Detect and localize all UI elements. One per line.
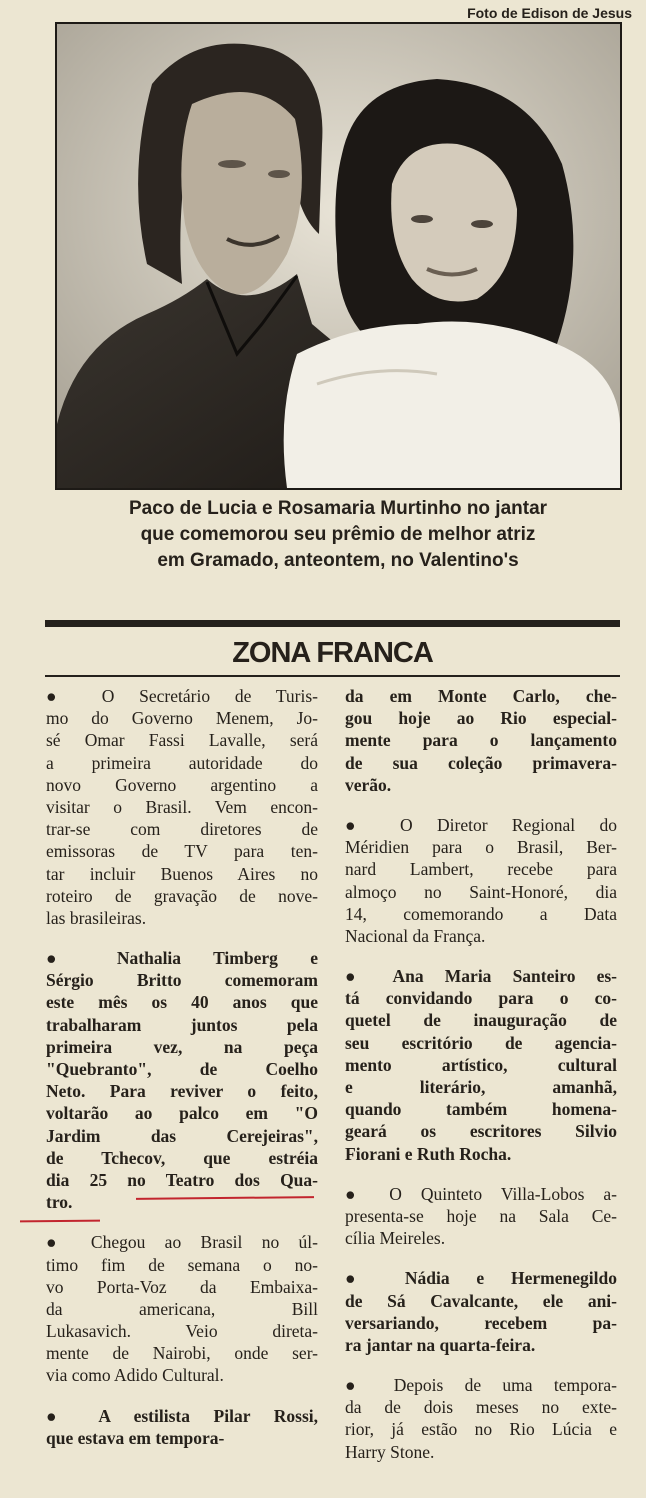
news-line: vo Porta-Voz da Embaixa- xyxy=(46,1276,318,1297)
caption-line: em Gramado, anteontem, no Valentino's xyxy=(157,550,519,571)
news-line: ● Nathalia Timberg e xyxy=(46,948,318,969)
news-line: Harry Stone. xyxy=(345,1441,435,1462)
news-line: este mês os 40 anos que xyxy=(46,992,318,1013)
caption-line: que comemorou seu prêmio de melhor atriz xyxy=(140,524,536,545)
news-line: almoço no Saint-Honoré, dia xyxy=(345,881,617,902)
news-line: rior, já estão no Rio Lúcia e xyxy=(345,1419,617,1440)
news-line: mente de Nairobi, onde ser- xyxy=(46,1343,318,1364)
news-line: mente para o lançamento xyxy=(345,730,617,751)
news-line: mento artístico, cultural xyxy=(345,1054,617,1075)
news-item xyxy=(46,1231,318,1386)
right-column xyxy=(345,685,617,1481)
caption-line: Paco de Lucia e Rosamaria Murtinho no jantar xyxy=(128,498,548,519)
news-line: Neto. Para reviver o feito, xyxy=(46,1081,318,1102)
news-line: de Sá Cavalcante, ele ani- xyxy=(345,1290,617,1311)
news-line: a primeira autoridade do xyxy=(46,752,318,773)
news-line: ● Depois de uma tempora- xyxy=(345,1375,617,1396)
news-line: ● Chegou ao Brasil no úl- xyxy=(46,1232,318,1253)
news-line: tro. xyxy=(46,1192,73,1213)
news-item xyxy=(46,685,318,929)
news-line: ● Ana Maria Santeiro es- xyxy=(345,966,617,987)
news-line: timo fim de semana o no- xyxy=(46,1254,318,1275)
section-rule-top xyxy=(45,620,620,627)
news-line: Fiorani e Ruth Rocha. xyxy=(345,1143,512,1164)
news-line: cília Meireles. xyxy=(345,1228,446,1249)
news-line: verão. xyxy=(345,774,392,795)
section-rule-bottom xyxy=(45,675,620,677)
photo-caption xyxy=(40,496,636,574)
news-line: gou hoje ao Rio especial- xyxy=(345,708,617,729)
news-item xyxy=(345,1267,617,1356)
news-line: ra jantar na quarta-feira. xyxy=(345,1334,536,1355)
news-line: "Quebranto", de Coelho xyxy=(46,1059,318,1079)
news-line: ● O Quinteto Villa-Lobos a- xyxy=(345,1183,617,1204)
news-line: de sua coleção primavera- xyxy=(345,752,617,773)
news-item xyxy=(46,947,318,1213)
news-line: Lukasavich. Veio direta- xyxy=(46,1321,318,1342)
news-item xyxy=(345,814,617,947)
news-line: 14, comemorando a Data xyxy=(345,903,617,924)
news-line: novo Governo argentino a xyxy=(46,774,318,795)
news-line: tá convidando para o co- xyxy=(345,988,617,1009)
news-line: ● A estilista Pilar Rossi, xyxy=(46,1405,318,1426)
news-line: trar-se com diretores de xyxy=(46,819,318,840)
news-line: presenta-se hoje na Sala Ce- xyxy=(345,1205,617,1226)
news-line: ● O Secretário de Turis- xyxy=(46,686,318,706)
news-line: dia 25 no Teatro dos Qua- xyxy=(46,1169,318,1190)
photo-image xyxy=(57,24,620,488)
news-line: voltarão ao palco em "O xyxy=(46,1103,318,1124)
news-line: da americana, Bill xyxy=(46,1298,318,1319)
news-line: las brasileiras. xyxy=(46,907,147,928)
news-item xyxy=(345,1374,617,1463)
news-line: que estava em tempora- xyxy=(46,1427,225,1448)
news-line: Nacional da França. xyxy=(345,925,486,946)
news-line: mo do Governo Menem, Jo- xyxy=(46,708,318,729)
news-line: geará os escritores Silvio xyxy=(345,1121,617,1142)
news-line: de Tchecov, que estréia xyxy=(46,1147,318,1168)
news-line: ● Nádia e Hermenegildo xyxy=(345,1268,617,1289)
photo xyxy=(55,22,622,490)
news-item xyxy=(345,685,617,796)
news-line: visitar o Brasil. Vem encon- xyxy=(46,796,318,817)
news-line: e literário, amanhã, xyxy=(345,1077,617,1097)
news-line: da em Monte Carlo, che- xyxy=(345,686,617,706)
news-line: primeira vez, na peça xyxy=(46,1036,318,1057)
news-line: versariando, recebem pa- xyxy=(345,1312,617,1333)
photo-credit: Foto de Edison de Jesus xyxy=(467,5,632,21)
news-line: tar incluir Buenos Aires no xyxy=(46,863,318,884)
left-column xyxy=(46,685,318,1467)
news-item xyxy=(46,1405,318,1449)
news-line: Méridien para o Brasil, Ber- xyxy=(345,837,617,858)
news-line: seu escritório de agencia- xyxy=(345,1032,617,1053)
news-line: da de dois meses no exte- xyxy=(345,1397,617,1418)
news-line: quando também homena- xyxy=(345,1099,617,1120)
news-line: Sérgio Britto comemoram xyxy=(46,970,318,991)
news-item xyxy=(345,1183,617,1250)
news-line: roteiro de gravação de nove- xyxy=(46,885,318,906)
news-line: sé Omar Fassi Lavalle, será xyxy=(46,730,318,751)
news-item xyxy=(345,965,617,1165)
news-line: nard Lambert, recebe para xyxy=(345,859,617,880)
news-line: trabalharam juntos pela xyxy=(46,1014,318,1035)
column-title: ZONA FRANCA xyxy=(232,637,433,669)
news-line: quetel de inauguração de xyxy=(345,1010,617,1031)
news-line: Jardim das Cerejeiras", xyxy=(46,1125,318,1146)
news-line: emissoras de TV para ten- xyxy=(46,841,318,862)
news-line: ● O Diretor Regional do xyxy=(345,814,617,835)
news-line: via como Adido Cultural. xyxy=(46,1365,224,1386)
